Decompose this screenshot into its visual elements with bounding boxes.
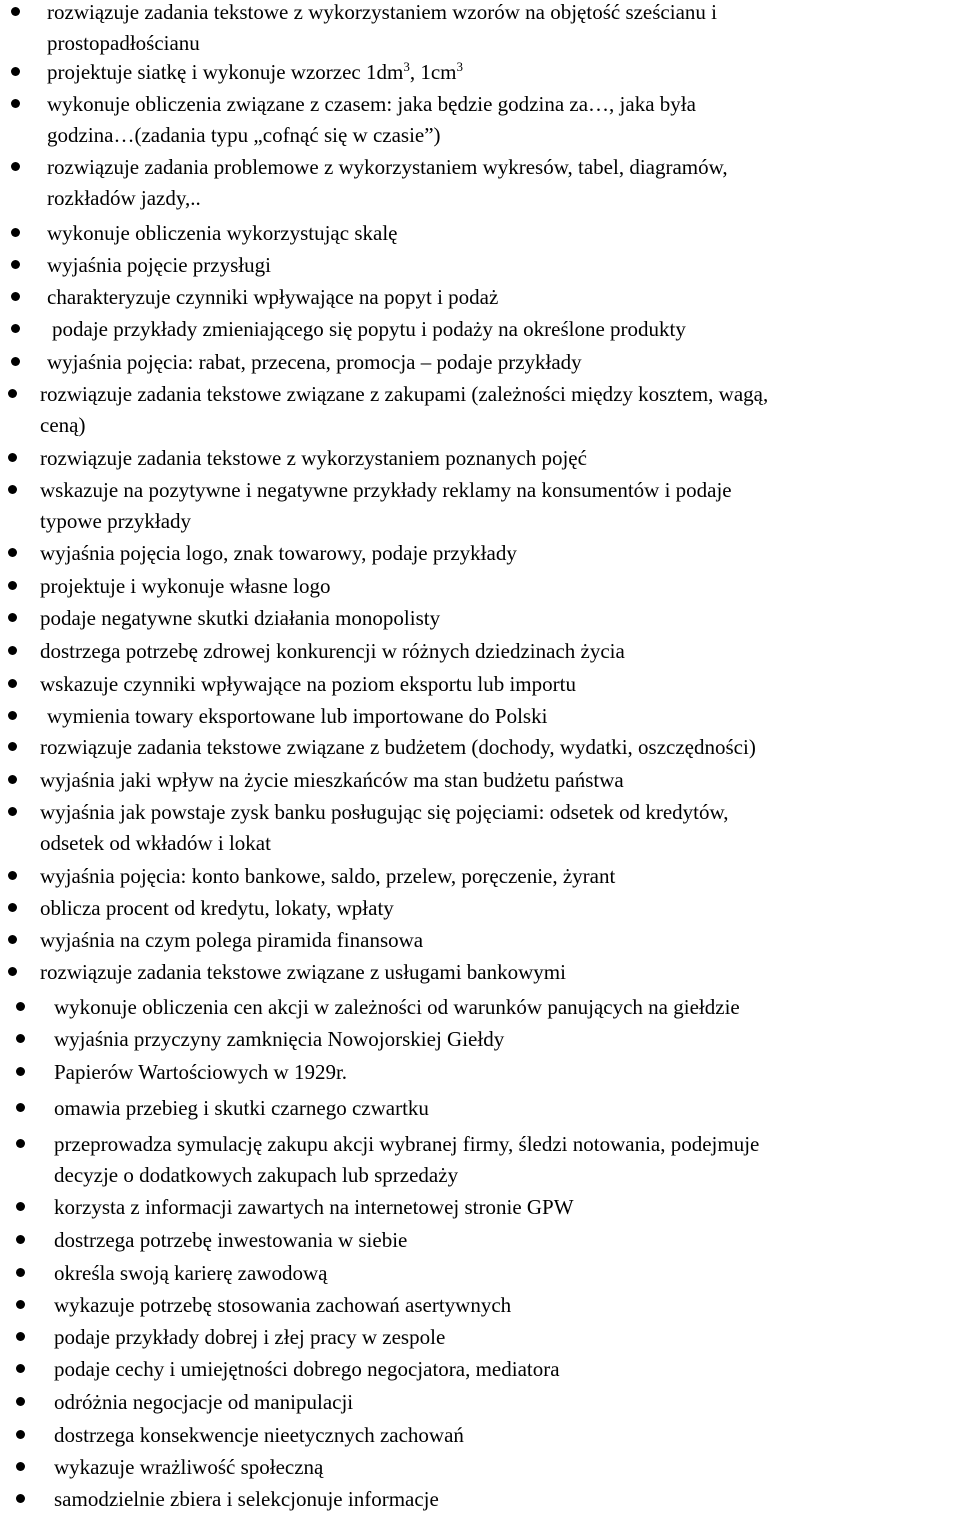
bullet-icon xyxy=(11,228,20,237)
list-item-text: podaje przykłady zmieniającego się popytu i podaży na określone produkty xyxy=(52,317,686,341)
list-item-text: przeprowadza symulację zakupu akcji wybranej firmy, śledzi notowania, podejmuje xyxy=(54,1132,760,1156)
bullet-icon xyxy=(11,292,20,301)
list-item-text: projektuje i wykonuje własne logo xyxy=(40,574,331,598)
list-item-text: godzina…(zadania typu „cofnąć się w czasie”) xyxy=(47,123,441,147)
list-item-text: prostopadłościanu xyxy=(47,31,200,55)
list-item-text: rozwiązuje zadania tekstowe z wykorzystaniem wzorów na objętość sześcianu i xyxy=(47,0,717,24)
bullet-icon xyxy=(8,646,17,655)
bullet-icon xyxy=(16,1430,25,1439)
list-item-text: ceną) xyxy=(40,413,86,437)
bullet-icon xyxy=(8,871,17,880)
superscript: 3 xyxy=(456,59,463,74)
bullet-icon xyxy=(16,1268,25,1277)
bullet-icon xyxy=(16,1462,25,1471)
bullet-icon xyxy=(16,1034,25,1043)
bullet-icon xyxy=(8,581,17,590)
bullet-icon xyxy=(16,1202,25,1211)
bullet-icon xyxy=(8,613,17,622)
bullet-icon xyxy=(11,357,20,366)
bullet-icon xyxy=(11,162,20,171)
bullet-icon xyxy=(8,453,17,462)
bullet-icon xyxy=(16,1139,25,1148)
list-item-text: omawia przebieg i skutki czarnego czwartku xyxy=(54,1096,429,1120)
bullet-icon xyxy=(8,742,17,751)
superscript: 3 xyxy=(403,59,410,74)
bullet-icon xyxy=(8,389,17,398)
list-item-text xyxy=(47,57,463,87)
bullet-icon xyxy=(11,99,20,108)
bullet-icon xyxy=(8,679,17,688)
list-item-text: rozkładów jazdy,.. xyxy=(47,186,201,210)
list-item-text: wykonuje obliczenia cen akcji w zależności od warunków panujących na giełdzie xyxy=(54,995,740,1019)
list-item-text: dostrzega potrzebę inwestowania w siebie xyxy=(54,1228,408,1252)
bullet-icon xyxy=(8,967,17,976)
list-item-text: dostrzega potrzebę zdrowej konkurencji w różnych dziedzinach życia xyxy=(40,639,625,663)
bullet-icon xyxy=(8,485,17,494)
list-item-text: wyjaśnia przyczyny zamknięcia Nowojorskiej Giełdy xyxy=(54,1027,505,1051)
list-item-text: wyjaśnia pojęcia logo, znak towarowy, podaje przykłady xyxy=(40,541,517,565)
text-segment: projektuje siatkę i wykonuje wzorzec 1dm xyxy=(47,60,404,84)
bullet-icon xyxy=(16,1067,25,1076)
list-item-text: charakteryzuje czynniki wpływające na popyt i podaż xyxy=(47,285,499,309)
list-item-text: korzysta z informacji zawartych na internetowej stronie GPW xyxy=(54,1195,574,1219)
bullet-icon xyxy=(8,548,17,557)
bullet-icon xyxy=(16,1494,25,1503)
bullet-icon xyxy=(11,67,20,76)
bullet-icon xyxy=(8,807,17,816)
bullet-icon xyxy=(8,775,17,784)
bullet-icon xyxy=(16,1300,25,1309)
bullet-icon xyxy=(16,1397,25,1406)
list-item-text: wykazuje wrażliwość społeczną xyxy=(54,1455,324,1479)
list-item-text: odróżnia negocjacje od manipulacji xyxy=(54,1390,354,1414)
list-item-text: odsetek od wkładów i lokat xyxy=(40,831,271,855)
bullet-icon xyxy=(8,935,17,944)
list-item-text: Papierów Wartościowych w 1929r. xyxy=(54,1060,348,1084)
list-item-text: rozwiązuje zadania problemowe z wykorzystaniem wykresów, tabel, diagramów, xyxy=(47,155,728,179)
bullet-icon xyxy=(16,1235,25,1244)
bullet-icon xyxy=(16,1103,25,1112)
bullet-icon xyxy=(11,7,20,16)
bullet-icon xyxy=(16,1364,25,1373)
list-item-text: wymienia towary eksportowane lub importowane do Polski xyxy=(47,704,548,728)
list-item-text: wykonuje obliczenia wykorzystując skalę xyxy=(47,221,398,245)
list-item-text: wyjaśnia na czym polega piramida finansowa xyxy=(40,928,424,952)
list-item-text: wyjaśnia pojęcia: rabat, przecena, promocja – podaje przykłady xyxy=(47,350,582,374)
list-item-text: wskazuje na pozytywne i negatywne przykłady reklamy na konsumentów i podaje xyxy=(40,478,732,502)
list-item-text: wyjaśnia jak powstaje zysk banku posługując się pojęciami: odsetek od kredytów, xyxy=(40,800,729,824)
bullet-icon xyxy=(8,903,17,912)
bullet-icon xyxy=(11,260,20,269)
bullet-icon xyxy=(11,324,20,333)
list-item-text: określa swoją karierę zawodową xyxy=(54,1261,328,1285)
list-item-text: podaje negatywne skutki działania monopolisty xyxy=(40,606,441,630)
list-item-text: rozwiązuje zadania tekstowe związane z usługami bankowymi xyxy=(40,960,566,984)
list-item-text: wykazuje potrzebę stosowania zachowań asertywnych xyxy=(54,1293,512,1317)
list-item-text: oblicza procent od kredytu, lokaty, wpłaty xyxy=(40,896,394,920)
bullet-icon xyxy=(8,711,17,720)
list-item-text: rozwiązuje zadania tekstowe związane z budżetem (dochody, wydatki, oszczędności) xyxy=(40,735,756,759)
text-segment: , 1cm xyxy=(409,60,457,84)
list-item-text: wyjaśnia pojęcia: konto bankowe, saldo, przelew, poręczenie, żyrant xyxy=(40,864,616,888)
bullet-icon xyxy=(16,1332,25,1341)
list-item-text: samodzielnie zbiera i selekcjonuje informacje xyxy=(54,1487,439,1511)
list-item-text: wyjaśnia jaki wpływ na życie mieszkańców ma stan budżetu państwa xyxy=(40,768,624,792)
list-item-text: podaje cechy i umiejętności dobrego negocjatora, mediatora xyxy=(54,1357,560,1381)
list-item-text: typowe przykłady xyxy=(40,509,192,533)
bullet-icon xyxy=(16,1002,25,1011)
list-item-text: rozwiązuje zadania tekstowe z wykorzystaniem poznanych pojęć xyxy=(40,446,587,470)
list-item-text: decyzje o dodatkowych zakupach lub sprzedaży xyxy=(54,1163,459,1187)
list-item-text: rozwiązuje zadania tekstowe związane z zakupami (zależności między kosztem, wagą, xyxy=(40,382,769,406)
list-item-text: podaje przykłady dobrej i złej pracy w zespole xyxy=(54,1325,446,1349)
list-item-text: wykonuje obliczenia związane z czasem: jaka będzie godzina za…, jaka była xyxy=(47,92,696,116)
list-item-text: wyjaśnia pojęcie przysługi xyxy=(47,253,271,277)
list-item-text: wskazuje czynniki wpływające na poziom eksportu lub importu xyxy=(40,672,576,696)
list-item-text: dostrzega konsekwencje nieetycznych zachowań xyxy=(54,1423,464,1447)
